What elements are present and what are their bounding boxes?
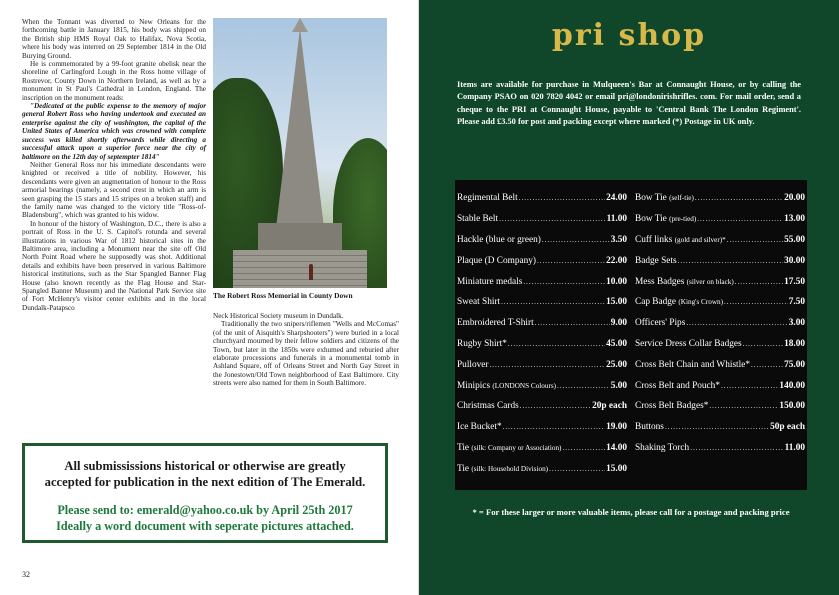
item-price: 11.00 — [606, 214, 627, 225]
item-name: Cap Badge (King's Crown) — [635, 297, 724, 308]
obelisk-steps — [233, 250, 367, 288]
price-list-item — [635, 230, 805, 251]
item-price: 3.00 — [788, 318, 805, 329]
item-name: Bow Tie (pre-tied) — [635, 214, 697, 225]
item-name: Badge Sets — [635, 255, 677, 266]
price-list-item — [457, 354, 627, 375]
price-list-item — [457, 230, 627, 251]
leader-dots — [508, 340, 605, 348]
item-name: Miniature medals — [457, 276, 523, 287]
item-price: 22.00 — [606, 255, 627, 266]
item-price: 13.00 — [784, 214, 805, 225]
leader-dots — [499, 215, 606, 223]
robert-ross-memorial-photo — [213, 18, 387, 288]
item-name: Buttons — [635, 422, 664, 433]
item-name: Plaque (D Company) — [457, 255, 537, 266]
page-number: 32 — [22, 570, 30, 579]
shop-intro: Items are available for purchase in Mulqueen's Bar at Connaught House, or by calling the Company PSAO on 020 7820 4042 or email pri@londonirishrifles. com. For mail order, send a cheque to the PRI at Connaught House, payable to 'Central Bank The London Regiment'. Please add £3.50 for post and packing except where marked (*) Postage in UK only. — [457, 80, 801, 127]
article-paragraph: In honour of the history of Washington, D.C., there is also a portrait of Ross in the U. S. Capitol's rotunda and several illustrations in various War of 1812 historical sites in the Baltimore area, including a Monument near the site off Old North Point Road where he supposedly was shot. Additional details and exhibits have been preserved in various Baltimore historical institutions, such as the Star Spangled Banner Flag House (also known recently as the Flag House and Star-Spangled Banner Museum) and the National Park Service site of Fort McHenry's visitor center exhibits and in the local Dundalk-Patapsco — [22, 219, 206, 312]
item-name: Cross Belt Chain and Whistle* — [635, 359, 750, 370]
item-price: 3.50 — [610, 234, 627, 245]
leader-dots — [727, 236, 783, 244]
article-paragraph: He is commemorated by a 99-foot granite obelisk near the shoreline of Carlingford Lough in the Ross home village of Rostrevor, County Down in Northern Ireland, as well as by a monument in St Paul's Cathedral in London, England. The inscription on the monument reads: — [22, 60, 206, 102]
item-name: Tie (silk: Company or Association) — [457, 442, 562, 453]
postage-footnote: * = For these larger or more valuable items, please call for a postage and packing price — [472, 507, 790, 517]
person-figure — [309, 264, 313, 280]
leader-dots — [721, 382, 778, 390]
leader-dots — [724, 298, 788, 306]
item-price: 140.00 — [779, 380, 805, 391]
item-name: Cuff links (gold and silver)* — [635, 234, 726, 245]
item-name: Cross Belt and Pouch* — [635, 380, 720, 391]
item-price: 50p each — [770, 422, 805, 433]
item-price: 55.00 — [784, 234, 805, 245]
item-name: Christmas Cards — [457, 401, 519, 412]
item-price: 11.00 — [784, 442, 805, 453]
item-price: 75.00 — [784, 359, 805, 370]
leader-dots — [709, 402, 778, 410]
item-name: Cross Belt Badges* — [635, 401, 709, 412]
item-name: Regimental Belt — [457, 193, 518, 204]
article-paragraph: "Dedicated at the public expense to the memory of major general Robert Ross who having undertook and executed an enterprise against the city of washington, the capital of the United States of America which was crowned with complete success was killed shortly afterwards while directing a successful attack upon a superior force near the city of baltimore on the 12th day of septempter 1814" — [22, 102, 206, 161]
article-column-1 — [22, 18, 206, 312]
item-name: Stable Belt — [457, 214, 499, 225]
price-list-item — [457, 396, 627, 417]
item-name: Tie (silk: Household Division) — [457, 463, 549, 474]
item-name: Service Dress Collar Badges — [635, 338, 742, 349]
price-list-item — [457, 209, 627, 230]
leader-dots — [695, 194, 783, 202]
price-list-item — [635, 292, 805, 313]
item-name: Pullover — [457, 359, 489, 370]
item-price: 9.00 — [610, 318, 627, 329]
item-price: 45.00 — [606, 338, 627, 349]
price-list-item — [635, 188, 805, 209]
item-name: Hackle (blue or green) — [457, 234, 541, 245]
price-list-item — [635, 250, 805, 271]
leader-dots — [686, 319, 787, 327]
item-name: Bow Tie (self-tie) — [635, 193, 694, 204]
price-list-item — [457, 458, 627, 479]
article-paragraph: Neck Historical Society museum in Dundalk. — [213, 312, 344, 320]
leader-dots — [743, 340, 783, 348]
leader-dots — [690, 444, 783, 452]
notice-line-2: accepted for publication in the next edition of The Emerald. — [44, 475, 366, 489]
notice-line-4: Ideally a word document with seperate pictures attached. — [56, 519, 354, 533]
item-price: 15.00 — [606, 297, 627, 308]
item-price: 7.50 — [788, 297, 805, 308]
item-price: 19.00 — [606, 422, 627, 433]
item-price: 25.00 — [606, 359, 627, 370]
notice-line-1: All submississions historical or otherwise are greatly — [64, 459, 346, 473]
article-column-2 — [213, 312, 399, 388]
price-list-item — [457, 292, 627, 313]
leader-dots — [503, 423, 605, 431]
price-list-item — [457, 417, 627, 438]
item-name: Ice Bucket* — [457, 422, 502, 433]
item-price: 18.00 — [784, 338, 805, 349]
price-list-item — [457, 334, 627, 355]
item-price: 20p each — [592, 401, 627, 412]
price-list-right-column — [635, 188, 805, 458]
item-note: (self-tie) — [669, 194, 694, 203]
price-list-item — [635, 354, 805, 375]
right-page — [419, 0, 839, 595]
price-list-item — [457, 313, 627, 334]
left-page — [0, 0, 419, 595]
item-price: 150.00 — [779, 401, 805, 412]
price-list-item — [457, 438, 627, 459]
leader-dots — [735, 278, 783, 286]
item-price: 17.50 — [784, 276, 805, 287]
item-name: Rugby Shirt* — [457, 338, 507, 349]
item-name: Officers' Pips — [635, 318, 686, 329]
item-name: Embroidered T-Shirt — [457, 318, 534, 329]
leader-dots — [519, 194, 605, 202]
article-paragraph: Traditionally the two snipers/riflemen "Wells and McComas" (of the unit of Aisquith's Sharpshooters") were buried in a local churchyard mourned by their fellow soldiers and citizens of the Town, but later in the 1850s were exhumed and reburied after elaborate processions and funerals in a monumental tomb in Ashland Square, off of Orleans Street and North Gay Street in the Jonestown/Old Town neighborhood of East Baltimore. City streets were also named for them in South Baltimore. — [213, 320, 399, 388]
leader-dots — [549, 465, 605, 473]
leader-dots — [523, 278, 605, 286]
price-list-item — [635, 438, 805, 459]
price-list-item — [457, 375, 627, 396]
price-list-item — [635, 334, 805, 355]
item-note: (LONDONS Colours) — [492, 381, 557, 390]
price-list-item — [635, 375, 805, 396]
item-note: (silver on black) — [686, 277, 734, 286]
item-price: 24.00 — [606, 193, 627, 204]
article-paragraph: When the Tonnant was diverted to New Orleans for the forthcoming battle in January 1815, his body was shipped on the British ship HMS Royal Oak to Halifax, Nova Scotia, where his body was interred on 29 September 1814 in the Old Burying Ground. — [22, 18, 206, 60]
price-list-item — [457, 188, 627, 209]
submission-notice-box — [22, 443, 388, 543]
item-note: (King's Crown) — [678, 298, 724, 307]
leader-dots — [751, 361, 783, 369]
item-name: Shaking Torch — [635, 442, 690, 453]
notice-contact — [25, 502, 385, 534]
leader-dots — [501, 298, 605, 306]
price-list-item — [635, 209, 805, 230]
item-name: Mess Badges (silver on black) — [635, 276, 734, 287]
photo-caption: The Robert Ross Memorial in County Down — [213, 291, 353, 300]
item-name: Minipics (LONDONS Colours) — [457, 380, 557, 391]
leader-dots — [557, 382, 610, 390]
notice-line-3: Please send to: emerald@yahoo.co.uk by April 25th 2017 — [57, 503, 353, 517]
item-note: (gold and silver)* — [674, 235, 726, 244]
item-price: 15.00 — [606, 463, 627, 474]
price-list-item — [457, 271, 627, 292]
item-price: 14.00 — [606, 442, 627, 453]
item-price: 10.00 — [606, 276, 627, 287]
leader-dots — [490, 361, 606, 369]
price-list-item — [635, 396, 805, 417]
item-price: 30.00 — [784, 255, 805, 266]
item-name: Sweat Shirt — [457, 297, 501, 308]
price-list-left-column — [457, 188, 627, 479]
article-paragraph: Neither General Ross nor his immediate descendants were knighted or received a title of nobility. However, his descendants were given an augmentation of honour to the Ross armorial bearings (namely, a second crest in which an arm is seen grasping the 15 stars and 15 stripes on a broken staff) and the family name was changed to the victory title "Ross-of-Bladensburg", which was granted to his widow. — [22, 160, 206, 220]
shop-title: pri shop — [551, 18, 707, 53]
obelisk-shaft — [276, 28, 324, 228]
notice-heading — [25, 458, 385, 490]
leader-dots — [665, 423, 769, 431]
price-list-item — [457, 250, 627, 271]
leader-dots — [520, 402, 591, 410]
item-price: 20.00 — [784, 193, 805, 204]
item-note: (pre-tied) — [669, 215, 697, 224]
price-list-item — [635, 313, 805, 334]
price-list-item — [635, 417, 805, 438]
leader-dots — [697, 215, 783, 223]
leader-dots — [535, 319, 610, 327]
leader-dots — [562, 444, 605, 452]
obelisk-base — [258, 223, 342, 253]
price-list-panel — [455, 180, 807, 490]
leader-dots — [678, 257, 784, 265]
item-note: (silk: Household Division) — [471, 464, 549, 473]
item-price: 5.00 — [610, 380, 627, 391]
leader-dots — [537, 257, 605, 265]
leader-dots — [542, 236, 610, 244]
item-note: (silk: Company or Association) — [471, 443, 562, 452]
price-list-item — [635, 271, 805, 292]
obelisk-tip — [292, 18, 308, 32]
